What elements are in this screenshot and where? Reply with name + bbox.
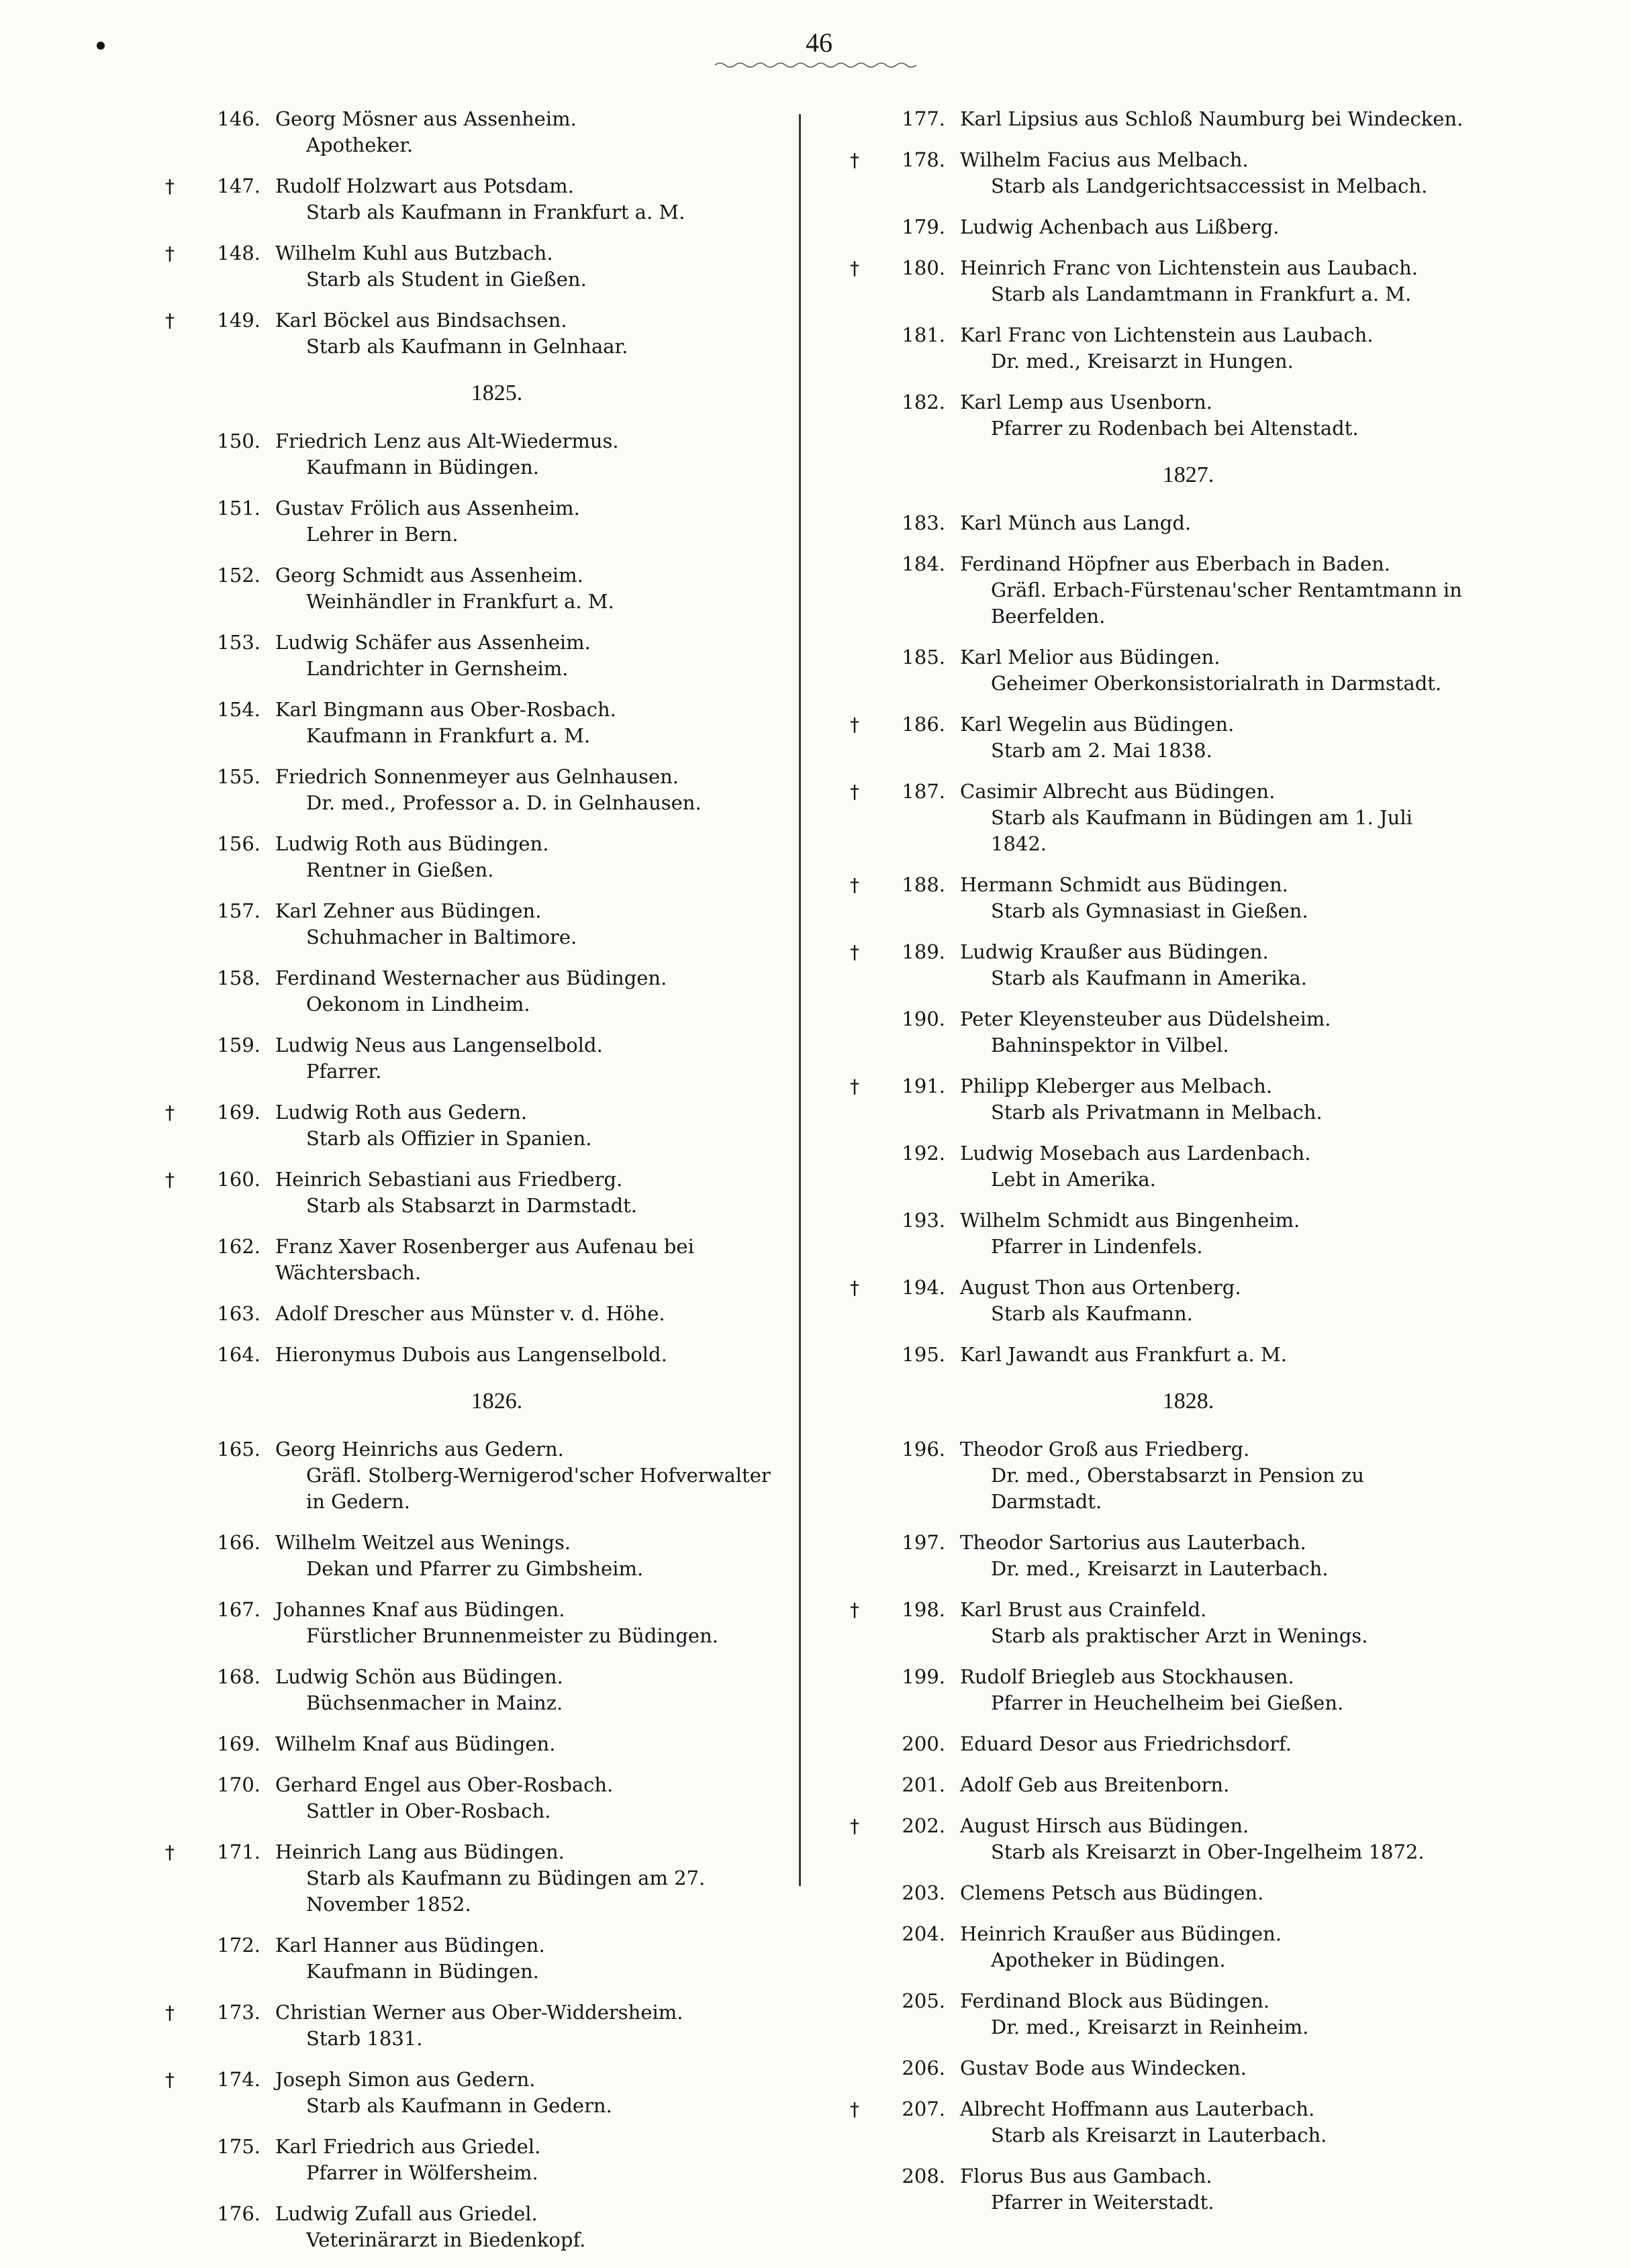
entry-number: 169. bbox=[217, 1101, 260, 1124]
register-entry bbox=[181, 697, 772, 749]
entry-name: Hieronymus Dubois aus Langenselbold. bbox=[275, 1343, 667, 1366]
register-entry bbox=[866, 551, 1470, 630]
left-column bbox=[165, 106, 772, 2268]
entry-name: Karl Bingmann aus Ober-Rosbach. bbox=[275, 698, 616, 721]
deceased-dagger-icon: † bbox=[165, 309, 175, 332]
entry-name: Heinrich Sebastiani aus Friedberg. bbox=[275, 1168, 623, 1191]
deceased-dagger-icon: † bbox=[165, 2069, 175, 2091]
entry-detail: Starb als Kaufmann in Frankfurt a. M. bbox=[306, 201, 685, 224]
entry-detail: Pfarrer. bbox=[306, 1060, 382, 1083]
entry-number: 202. bbox=[902, 1814, 945, 1837]
entry-name: Florus Bus aus Gambach. bbox=[960, 2165, 1212, 2187]
entry-number: 156. bbox=[217, 832, 260, 855]
register-entry bbox=[181, 428, 772, 481]
entry-number: 198. bbox=[902, 1598, 945, 1621]
right-column bbox=[850, 106, 1470, 2230]
entry-number: 191. bbox=[902, 1075, 945, 1097]
entry-name: Philipp Kleberger aus Melbach. bbox=[960, 1075, 1273, 1097]
deceased-dagger-icon: † bbox=[850, 874, 859, 896]
entry-name: Rudolf Holzwart aus Potsdam. bbox=[275, 175, 574, 197]
entry-name: Heinrich Franc von Lichtenstein aus Laubach. bbox=[960, 256, 1418, 279]
page-number: 46 bbox=[806, 28, 832, 58]
entry-name: Ferdinand Block aus Büdingen. bbox=[960, 1989, 1270, 2012]
entry-number: 168. bbox=[217, 1665, 260, 1688]
entry-number: 148. bbox=[217, 242, 260, 264]
register-entry bbox=[165, 240, 772, 293]
entry-detail: Lebt in Amerika. bbox=[991, 1168, 1156, 1191]
entry-detail: Starb als Gymnasiast in Gießen. bbox=[991, 899, 1308, 922]
deceased-dagger-icon: † bbox=[850, 1599, 859, 1621]
register-entry bbox=[165, 307, 772, 360]
register-entry bbox=[850, 255, 1470, 307]
register-entry bbox=[850, 939, 1470, 991]
entry-number: 146. bbox=[217, 107, 260, 130]
register-entry bbox=[181, 562, 772, 615]
entry-detail: Dr. med., Professor a. D. in Gelnhausen. bbox=[306, 791, 702, 814]
deceased-dagger-icon: † bbox=[850, 1075, 859, 1097]
entry-name: Karl Franc von Lichtenstein aus Laubach. bbox=[960, 324, 1374, 346]
register-entry bbox=[850, 872, 1470, 924]
entry-detail: Oekonom in Lindheim. bbox=[306, 993, 530, 1016]
register-entry bbox=[866, 1006, 1470, 1058]
entry-detail: Bahninspektor in Vilbel. bbox=[991, 1034, 1229, 1056]
entry-name: Gustav Frölich aus Assenheim. bbox=[275, 497, 580, 520]
register-entry bbox=[850, 1073, 1470, 1126]
entry-name: Wilhelm Facius aus Melbach. bbox=[960, 148, 1249, 171]
entry-number: 188. bbox=[902, 873, 945, 896]
register-entry bbox=[866, 322, 1470, 375]
entry-number: 173. bbox=[217, 2001, 260, 2024]
entry-detail: Starb als Kreisarzt in Ober-Ingelheim 1872. bbox=[991, 1840, 1425, 1863]
entry-detail: Pfarrer zu Rodenbach bei Altenstadt. bbox=[991, 417, 1359, 440]
entry-name: Joseph Simon aus Gedern. bbox=[275, 2068, 536, 2091]
entry-name: Karl Münch aus Langd. bbox=[960, 511, 1192, 534]
register-entry bbox=[866, 1880, 1470, 1906]
entry-name: Albrecht Hoffmann aus Lauterbach. bbox=[960, 2098, 1315, 2120]
entry-number: 181. bbox=[902, 324, 945, 346]
register-entry bbox=[181, 1436, 772, 1515]
entry-number: 187. bbox=[902, 780, 945, 803]
entry-name: Heinrich Kraußer aus Büdingen. bbox=[960, 1922, 1282, 1945]
entry-name: Karl Brust aus Crainfeld. bbox=[960, 1598, 1207, 1621]
entry-number: 162. bbox=[217, 1235, 260, 1258]
entry-name: Adolf Geb aus Breitenborn. bbox=[960, 1773, 1230, 1796]
entry-name: Adolf Drescher aus Münster v. d. Höhe. bbox=[275, 1302, 665, 1325]
entry-number: 200. bbox=[902, 1732, 945, 1755]
entry-detail: Apotheker. bbox=[306, 134, 414, 156]
entry-detail: Kaufmann in Büdingen. bbox=[306, 456, 540, 479]
entry-detail: Starb als Kaufmann in Büdingen am 1. Juli 1842. bbox=[991, 806, 1412, 855]
entry-number: 184. bbox=[902, 552, 945, 575]
deceased-dagger-icon: † bbox=[850, 713, 859, 736]
entry-number: 207. bbox=[902, 2098, 945, 2120]
entry-name: August Hirsch aus Büdingen. bbox=[960, 1814, 1249, 1837]
register-entry bbox=[181, 1597, 772, 1649]
register-entry bbox=[866, 1988, 1470, 2040]
entry-detail: Lehrer in Bern. bbox=[306, 523, 459, 546]
entry-name: Ferdinand Höpfner aus Eberbach in Baden. bbox=[960, 552, 1391, 575]
entry-detail: Starb als Kaufmann in Gelnhaar. bbox=[306, 335, 628, 358]
entry-name: Karl Böckel aus Bindsachsen. bbox=[275, 309, 567, 332]
year-heading: 1825. bbox=[471, 381, 523, 405]
entry-number: 172. bbox=[217, 1934, 260, 1957]
deceased-dagger-icon: † bbox=[850, 149, 859, 171]
register-entry bbox=[866, 1342, 1470, 1368]
register-entry bbox=[850, 147, 1470, 199]
entry-detail: Starb als Student in Gießen. bbox=[306, 268, 587, 291]
entry-detail: Starb als Kreisarzt in Lauterbach. bbox=[991, 2124, 1327, 2147]
register-entry bbox=[866, 2055, 1470, 2081]
entry-name: Karl Hanner aus Büdingen. bbox=[275, 1934, 545, 1957]
entry-number: 177. bbox=[902, 107, 945, 130]
entry-detail: Fürstlicher Brunnenmeister zu Büdingen. bbox=[306, 1624, 718, 1647]
register-entry bbox=[181, 495, 772, 548]
entry-name: Ludwig Schäfer aus Assenheim. bbox=[275, 631, 591, 654]
deceased-dagger-icon: † bbox=[850, 257, 859, 279]
register-entry bbox=[165, 1167, 772, 1219]
entry-detail: Geheimer Oberkonsistorialrath in Darmstadt. bbox=[991, 672, 1442, 695]
register-entry bbox=[850, 1597, 1470, 1649]
register-entry bbox=[866, 1530, 1470, 1582]
entry-detail: Pfarrer in Weiterstadt. bbox=[991, 2191, 1214, 2214]
entry-name: Karl Friedrich aus Griedel. bbox=[275, 2135, 541, 2158]
register-entry bbox=[181, 1342, 772, 1368]
register-entry bbox=[181, 106, 772, 158]
entry-number: 151. bbox=[217, 497, 260, 520]
register-entry bbox=[181, 1032, 772, 1085]
entry-name: Gustav Bode aus Windecken. bbox=[960, 2057, 1247, 2079]
entry-number: 170. bbox=[217, 1773, 260, 1796]
entry-detail: Landrichter in Gernsheim. bbox=[306, 657, 569, 680]
register-entry bbox=[165, 1099, 772, 1152]
year-heading: 1826. bbox=[471, 1389, 523, 1414]
entry-name: Peter Kleyensteuber aus Düdelsheim. bbox=[960, 1007, 1331, 1030]
entry-detail: Starb als praktischer Arzt in Wenings. bbox=[991, 1624, 1368, 1647]
register-entry bbox=[181, 1932, 772, 1985]
entry-name: Georg Mösner aus Assenheim. bbox=[275, 107, 577, 130]
register-entry bbox=[165, 2000, 772, 2052]
entry-number: 155. bbox=[217, 765, 260, 788]
entry-name: Ludwig Roth aus Gedern. bbox=[275, 1101, 528, 1124]
entry-number: 203. bbox=[902, 1881, 945, 1904]
entry-detail: Dr. med., Kreisarzt in Reinheim. bbox=[991, 2016, 1309, 2038]
entry-number: 189. bbox=[902, 940, 945, 963]
entry-name: Friedrich Lenz aus Alt-Wiedermus. bbox=[275, 430, 619, 452]
entry-detail: Starb als Kaufmann zu Büdingen am 27. November 1852. bbox=[306, 1867, 706, 1916]
entry-name: Franz Xaver Rosenberger aus Aufenau bei Wächtersbach. bbox=[275, 1235, 694, 1284]
entry-number: 190. bbox=[902, 1007, 945, 1030]
entry-number: 150. bbox=[217, 430, 260, 452]
entry-number: 166. bbox=[217, 1531, 260, 1554]
entry-number: 196. bbox=[902, 1438, 945, 1461]
entry-name: Wilhelm Weitzel aus Wenings. bbox=[275, 1531, 571, 1554]
entry-name: Ludwig Achenbach aus Lißberg. bbox=[960, 215, 1280, 238]
entry-number: 179. bbox=[902, 215, 945, 238]
entry-name: Eduard Desor aus Friedrichsdorf. bbox=[960, 1732, 1292, 1755]
entry-detail: Pfarrer in Wölfersheim. bbox=[306, 2161, 538, 2184]
entry-detail: Starb als Offizier in Spanien. bbox=[306, 1127, 592, 1150]
register-entry bbox=[181, 764, 772, 816]
entry-number: 159. bbox=[217, 1034, 260, 1056]
register-entry bbox=[181, 2134, 772, 2186]
entry-detail: Pfarrer in Lindenfels. bbox=[991, 1235, 1203, 1258]
entry-name: Karl Lipsius aus Schloß Naumburg bei Windecken. bbox=[960, 107, 1464, 130]
header-ornament bbox=[715, 60, 916, 70]
entry-number: 194. bbox=[902, 1276, 945, 1299]
entry-name: Gerhard Engel aus Ober-Rosbach. bbox=[275, 1773, 614, 1796]
entry-name: Georg Heinrichs aus Gedern. bbox=[275, 1438, 564, 1461]
entry-name: Friedrich Sonnenmeyer aus Gelnhausen. bbox=[275, 765, 679, 788]
entry-number: 186. bbox=[902, 713, 945, 736]
deceased-dagger-icon: † bbox=[165, 242, 175, 264]
entry-number: 205. bbox=[902, 1989, 945, 2012]
entry-detail: Weinhändler in Frankfurt a. M. bbox=[306, 590, 614, 613]
entry-name: Ludwig Roth aus Büdingen. bbox=[275, 832, 549, 855]
deceased-dagger-icon: † bbox=[165, 1841, 175, 1863]
register-entry bbox=[850, 779, 1470, 857]
entry-detail: Starb als Landamtmann in Frankfurt a. M. bbox=[991, 283, 1412, 305]
entry-detail: Apotheker in Büdingen. bbox=[991, 1949, 1226, 1971]
register-entry bbox=[866, 1731, 1470, 1757]
column-divider bbox=[799, 114, 801, 1886]
entry-number: 176. bbox=[217, 2202, 260, 2225]
entry-number: 183. bbox=[902, 511, 945, 534]
entry-name: Karl Zehner aus Büdingen. bbox=[275, 899, 542, 922]
entry-number: 178. bbox=[902, 148, 945, 171]
entry-number: 160. bbox=[217, 1168, 260, 1191]
entry-detail: Pfarrer in Heuchelheim bei Gießen. bbox=[991, 1691, 1344, 1714]
register-entry bbox=[866, 214, 1470, 240]
entry-number: 171. bbox=[217, 1840, 260, 1863]
entry-name: Johannes Knaf aus Büdingen. bbox=[275, 1598, 565, 1621]
entry-name: Wilhelm Kuhl aus Butzbach. bbox=[275, 242, 553, 264]
entry-detail: Starb als Privatmann in Melbach. bbox=[991, 1101, 1323, 1124]
deceased-dagger-icon: † bbox=[850, 2098, 859, 2120]
entry-detail: Dr. med., Kreisarzt in Lauterbach. bbox=[991, 1557, 1329, 1580]
entry-number: 192. bbox=[902, 1142, 945, 1165]
entry-name: Theodor Sartorius aus Lauterbach. bbox=[960, 1531, 1306, 1554]
register-entry bbox=[165, 1839, 772, 1918]
entry-name: Clemens Petsch aus Büdingen. bbox=[960, 1881, 1264, 1904]
entry-number: 174. bbox=[217, 2068, 260, 2091]
entry-name: Hermann Schmidt aus Büdingen. bbox=[960, 873, 1288, 896]
register-entry bbox=[850, 1275, 1470, 1327]
entry-detail: Starb am 2. Mai 1838. bbox=[991, 739, 1212, 762]
entry-detail: Starb als Kaufmann. bbox=[991, 1302, 1193, 1325]
entry-name: Karl Melior aus Büdingen. bbox=[960, 646, 1220, 669]
register-entry bbox=[165, 2067, 772, 2119]
entry-detail: Starb als Kaufmann in Gedern. bbox=[306, 2094, 612, 2117]
deceased-dagger-icon: † bbox=[850, 781, 859, 803]
entry-name: Karl Jawandt aus Frankfurt a. M. bbox=[960, 1343, 1287, 1366]
deceased-dagger-icon: † bbox=[165, 2002, 175, 2024]
entry-number: 182. bbox=[902, 391, 945, 413]
register-entry bbox=[181, 2201, 772, 2253]
register-entry bbox=[181, 831, 772, 883]
register-entry bbox=[850, 2096, 1470, 2149]
entry-number: 193. bbox=[902, 1209, 945, 1232]
deceased-dagger-icon: † bbox=[165, 1101, 175, 1124]
entry-detail: Starb als Kaufmann in Amerika. bbox=[991, 967, 1307, 989]
register-entry bbox=[850, 711, 1470, 764]
entry-detail: Starb als Stabsarzt in Darmstadt. bbox=[306, 1194, 638, 1217]
register-entry bbox=[181, 630, 772, 682]
entry-number: 197. bbox=[902, 1531, 945, 1554]
entry-number: 175. bbox=[217, 2135, 260, 2158]
register-entry bbox=[866, 1664, 1470, 1716]
entry-name: Theodor Groß aus Friedberg. bbox=[960, 1438, 1250, 1461]
entry-name: Karl Lemp aus Usenborn. bbox=[960, 391, 1213, 413]
entry-name: Ferdinand Westernacher aus Büdingen. bbox=[275, 967, 667, 989]
entry-detail: Gräfl. Stolberg-Wernigerod'scher Hofverwalter in Gedern. bbox=[306, 1464, 771, 1513]
entry-number: 152. bbox=[217, 564, 260, 587]
register-entry bbox=[181, 1664, 772, 1716]
entry-number: 199. bbox=[902, 1665, 945, 1688]
entry-number: 163. bbox=[217, 1302, 260, 1325]
entry-detail: Rentner in Gießen. bbox=[306, 858, 494, 881]
entry-number: 149. bbox=[217, 309, 260, 332]
entry-name: Christian Werner aus Ober-Widdersheim. bbox=[275, 2001, 683, 2024]
entry-number: 201. bbox=[902, 1773, 945, 1796]
register-entry bbox=[866, 389, 1470, 442]
entry-name: Ludwig Zufall aus Griedel. bbox=[275, 2202, 538, 2225]
deceased-dagger-icon: † bbox=[850, 1277, 859, 1299]
entry-number: 154. bbox=[217, 698, 260, 721]
entry-detail: Dekan und Pfarrer zu Gimbsheim. bbox=[306, 1557, 644, 1580]
entry-detail: Dr. med., Kreisarzt in Hungen. bbox=[991, 350, 1294, 373]
entry-name: Heinrich Lang aus Büdingen. bbox=[275, 1840, 565, 1863]
entry-detail: Schuhmacher in Baltimore. bbox=[306, 926, 577, 948]
entry-number: 153. bbox=[217, 631, 260, 654]
year-heading: 1828. bbox=[1162, 1389, 1214, 1414]
register-entry bbox=[181, 1234, 772, 1286]
deceased-dagger-icon: † bbox=[165, 1169, 175, 1191]
deceased-dagger-icon: † bbox=[165, 175, 175, 197]
entry-detail: Sattler in Ober-Rosbach. bbox=[306, 1799, 551, 1822]
entry-name: August Thon aus Ortenberg. bbox=[960, 1276, 1241, 1299]
entry-detail: Kaufmann in Frankfurt a. M. bbox=[306, 724, 591, 747]
entry-number: 157. bbox=[217, 899, 260, 922]
entry-number: 164. bbox=[217, 1343, 260, 1366]
register-entry bbox=[866, 1772, 1470, 1798]
entry-name: Ludwig Neus aus Langenselbold. bbox=[275, 1034, 603, 1056]
entry-detail: Veterinärarzt in Biedenkopf. bbox=[306, 2228, 586, 2251]
entry-number: 147. bbox=[217, 175, 260, 197]
entry-detail: Dr. med., Oberstabsarzt in Pension zu Darmstadt. bbox=[991, 1464, 1364, 1513]
entry-number: 195. bbox=[902, 1343, 945, 1366]
register-entry bbox=[181, 1301, 772, 1327]
deceased-dagger-icon: † bbox=[850, 1815, 859, 1837]
entry-detail: Kaufmann in Büdingen. bbox=[306, 1960, 540, 1983]
entry-number: 204. bbox=[902, 1922, 945, 1945]
entry-name: Ludwig Schön aus Büdingen. bbox=[275, 1665, 563, 1688]
entry-name: Karl Wegelin aus Büdingen. bbox=[960, 713, 1235, 736]
entry-number: 208. bbox=[902, 2165, 945, 2187]
register-entry bbox=[866, 1921, 1470, 1973]
register-entry bbox=[181, 898, 772, 950]
register-entry bbox=[866, 1436, 1470, 1515]
register-entry bbox=[866, 1140, 1470, 1193]
entry-name: Ludwig Kraußer aus Büdingen. bbox=[960, 940, 1269, 963]
entry-name: Ludwig Mosebach aus Lardenbach. bbox=[960, 1142, 1311, 1165]
register-entry bbox=[866, 510, 1470, 536]
entry-detail: Starb 1831. bbox=[306, 2027, 423, 2050]
register-entry bbox=[181, 1530, 772, 1582]
register-entry bbox=[866, 1207, 1470, 1260]
entry-detail: Büchsenmacher in Mainz. bbox=[306, 1691, 563, 1714]
entry-number: 180. bbox=[902, 256, 945, 279]
register-entry bbox=[181, 1731, 772, 1757]
register-entry bbox=[181, 965, 772, 1018]
entry-number: 185. bbox=[902, 646, 945, 669]
register-entry bbox=[165, 173, 772, 226]
entry-name: Casimir Albrecht aus Büdingen. bbox=[960, 780, 1276, 803]
ink-dot bbox=[97, 42, 105, 50]
entry-number: 206. bbox=[902, 2057, 945, 2079]
register-entry bbox=[181, 1772, 772, 1824]
entry-detail: Gräfl. Erbach-Fürstenau'scher Rentamtmann in Beerfelden. bbox=[991, 579, 1462, 628]
entry-detail: Starb als Landgerichtsaccessist in Melbach. bbox=[991, 175, 1428, 197]
year-heading: 1827. bbox=[1162, 462, 1214, 487]
entry-number: 165. bbox=[217, 1438, 260, 1461]
register-entry bbox=[866, 2163, 1470, 2216]
entry-name: Wilhelm Knaf aus Büdingen. bbox=[275, 1732, 556, 1755]
entry-number: 169. bbox=[217, 1732, 260, 1755]
entry-name: Georg Schmidt aus Assenheim. bbox=[275, 564, 583, 587]
register-entry bbox=[850, 1813, 1470, 1865]
entry-name: Rudolf Briegleb aus Stockhausen. bbox=[960, 1665, 1294, 1688]
entry-name: Wilhelm Schmidt aus Bingenheim. bbox=[960, 1209, 1300, 1232]
deceased-dagger-icon: † bbox=[850, 941, 859, 963]
register-entry bbox=[866, 106, 1470, 132]
entry-number: 167. bbox=[217, 1598, 260, 1621]
entry-number: 158. bbox=[217, 967, 260, 989]
register-entry bbox=[866, 644, 1470, 697]
